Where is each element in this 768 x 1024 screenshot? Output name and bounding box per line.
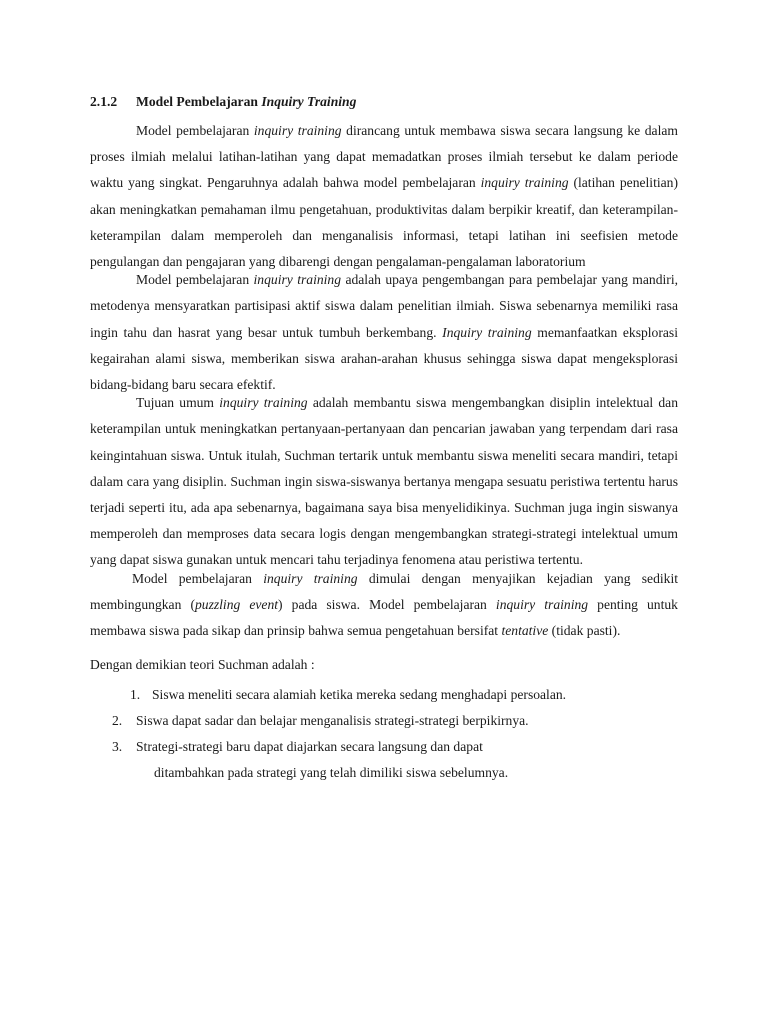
- list-marker: 2.: [112, 713, 123, 729]
- paragraph-text: ) pada siswa. Model pembelajaran: [278, 596, 496, 612]
- paragraph-text: memanfaatkan eksplorasi kegairahan alami siswa, memberikan siswa arahan-arahan khusus sehingga siswa dapat mengeksplorasi bidang-bidang baru secara efektif.: [90, 324, 678, 393]
- italic-term: Inquiry training: [442, 324, 532, 340]
- list-item-text: Strategi-strategi baru dapat diajarkan secara langsung dan dapat: [136, 739, 483, 755]
- section-title-italic: Inquiry Training: [261, 94, 357, 109]
- paragraph-text: (tidak pasti).: [548, 623, 621, 639]
- paragraph-text: Model pembelajaran: [136, 272, 254, 288]
- italic-term: inquiry training: [480, 175, 569, 191]
- paragraph-text: adalah upaya pengembangan para pembelajar yang mandiri, metodenya mensyaratkan partisipasi aktif siswa dalam penelitian ilmiah. Siswa sebenarnya memiliki rasa ingin tahu dan hasrat yang besar untuk tumbuh berkembang.: [90, 272, 678, 340]
- list-marker: 3.: [112, 739, 123, 755]
- list-item: [90, 682, 678, 708]
- italic-term: puzzling event: [194, 596, 279, 612]
- section-number: 2.1.2: [90, 94, 118, 109]
- italic-term: inquiry training: [253, 272, 342, 288]
- paragraph-text: Tujuan umum: [136, 395, 220, 411]
- paragraph-3: [90, 390, 678, 573]
- italic-term: inquiry training: [219, 395, 308, 411]
- italic-term: inquiry training: [495, 596, 589, 612]
- paragraph-text: penting untuk membawa siswa pada sikap dan prinsip bahwa semua pengetahuan bersifat: [90, 596, 678, 639]
- list-item-text: Siswa dapat sadar dan belajar menganalisis strategi-strategi berpikirnya.: [136, 713, 529, 729]
- paragraph-text: Model pembelajaran: [132, 570, 264, 586]
- italic-term: inquiry training: [263, 570, 358, 586]
- paragraph-text: dimulai dengan menyajikan kejadian yang sedikit membingungkan (: [90, 570, 678, 612]
- list-item-text: Siswa meneliti secara alamiah ketika mereka sedang menghadapi persoalan.: [152, 687, 567, 703]
- theory-list: [90, 682, 678, 786]
- list-item: [90, 734, 678, 786]
- paragraph-4: [90, 566, 678, 645]
- paragraph-2: [90, 267, 678, 398]
- paragraph-text: Model pembelajaran: [136, 123, 254, 138]
- section-heading: [90, 92, 678, 112]
- paragraph-text: adalah membantu siswa mengembangkan disiplin intelektual dan keterampilan untuk meningkatkan pertanyaan-pertanyaan dan pencarian jawaban yang terpendam dari rasa keingintahuan siswa. Untuk itulah, Suchman tertarik untuk membantu siswa meneliti secara mandiri, tetapi dalam cara yang disiplin. Suchman ingin siswa-siswanya bertanya mengapa sesuatu peristiwa tertentu harus terjadi seperti itu, ada apa sebenarnya, bagaimana saya bisa menyelidikinya. Suchman juga ingin siswanya memperoleh dan memproses data secara logis dengan mengembangkan strategi-strategi intelektual umum yang dapat siswa gunakan untuk mencari tahu terjadinya fenomena atau peristiwa tertentu.: [90, 395, 678, 568]
- section-title: Model Pembelajaran: [136, 94, 262, 109]
- theory-intro: Dengan demikian teori Suchman adalah :: [90, 657, 315, 673]
- paragraph-1: [90, 118, 678, 275]
- italic-term: tentative: [501, 623, 549, 639]
- paragraph-text: (latihan penelitian) akan meningkatkan pemahaman ilmu pengetahuan, produktivitas dalam berpikir kreatif, dan keterampilan-keterampilan dalam memperoleh dan menganalisis informasi, tetapi latihan ini seefisien metode pengulangan dan pengajaran yang dibarengi dengan pengalaman-pengalaman laboratorium: [90, 175, 678, 270]
- document-page: [90, 92, 678, 786]
- list-item-continuation: ditambahkan pada strategi yang telah dimiliki siswa sebelumnya.: [154, 765, 509, 781]
- list-marker: 1.: [130, 687, 141, 703]
- list-item: [90, 708, 678, 734]
- italic-term: inquiry training: [253, 123, 342, 138]
- paragraph-text: dirancang untuk membawa siswa secara langsung ke dalam proses ilmiah melalui latihan-latihan yang dapat memadatkan proses ilmiah tersebut ke dalam periode waktu yang singkat. Pengaruhnya adalah bahwa model pembelajaran: [90, 123, 678, 191]
